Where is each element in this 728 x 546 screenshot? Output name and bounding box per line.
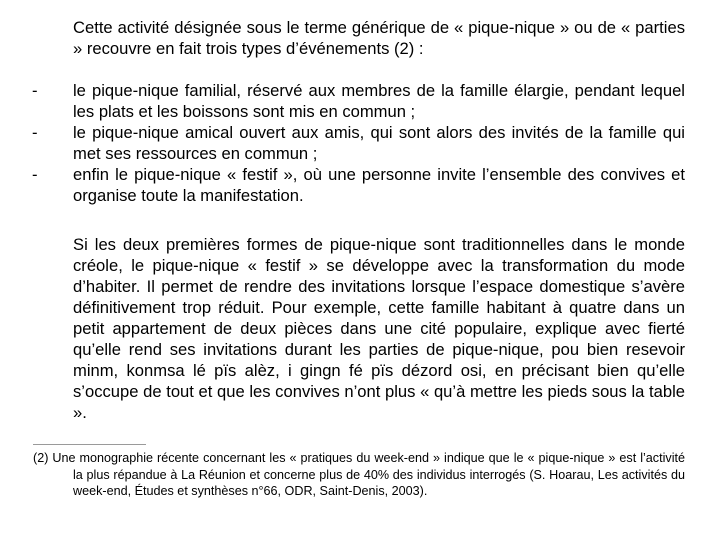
bullet-marker: -	[32, 123, 38, 142]
bullet-marker: -	[32, 81, 38, 100]
bullet-marker: -	[32, 165, 38, 184]
intro-paragraph: Cette activité désignée sous le terme générique de « pique-nique » ou de « parties » recouvre en fait trois types d’événements (2) :	[73, 18, 685, 58]
bullet-text: le pique-nique familial, réservé aux membres de la famille élargie, pendant lequel les plats et les boissons sont mis en commun ;	[73, 81, 685, 121]
footnote: (2) Une monographie récente concernant les « pratiques du week-end » indique que le « pique-nique » est l’activité la plus répandue à La Réunion et concerne plus de 40% des individus interrogés (S. Hoarau, Les activités du week-end, Études et synthèses n°66, ODR, Saint-Denis, 2003).	[33, 451, 685, 498]
footnote-separator	[33, 444, 146, 445]
body-paragraph: Si les deux premières formes de pique-nique sont traditionnelles dans le monde créole, le pique-nique « festif » se développe avec la transformation du mode d’habiter. Il permet de rendre des invitations lorsque l’espace domestique s’avère définitivement trop réduit. Pour exemple, cette famille habitant à quatre dans un petit appartement de deux pièces dans une cité populaire, explique avec fierté qu’elle rend ses invitations durant les parties de pique-nique, pou bien resevoir minm, konmsa lé pïs alèz, i gingn fé pïs dézord osi, en précisant bien qu’elle s’occupe de tout et que les convives n’ont plus « qu’à mettre les pieds sous la table ».	[73, 235, 685, 422]
bullet-text: le pique-nique amical ouvert aux amis, qui sont alors des invités de la famille qui met ses ressources en commun ;	[73, 123, 685, 163]
bullet-text: enfin le pique-nique « festif », où une personne invite l’ensemble des convives et organise toute la manifestation.	[73, 165, 685, 205]
